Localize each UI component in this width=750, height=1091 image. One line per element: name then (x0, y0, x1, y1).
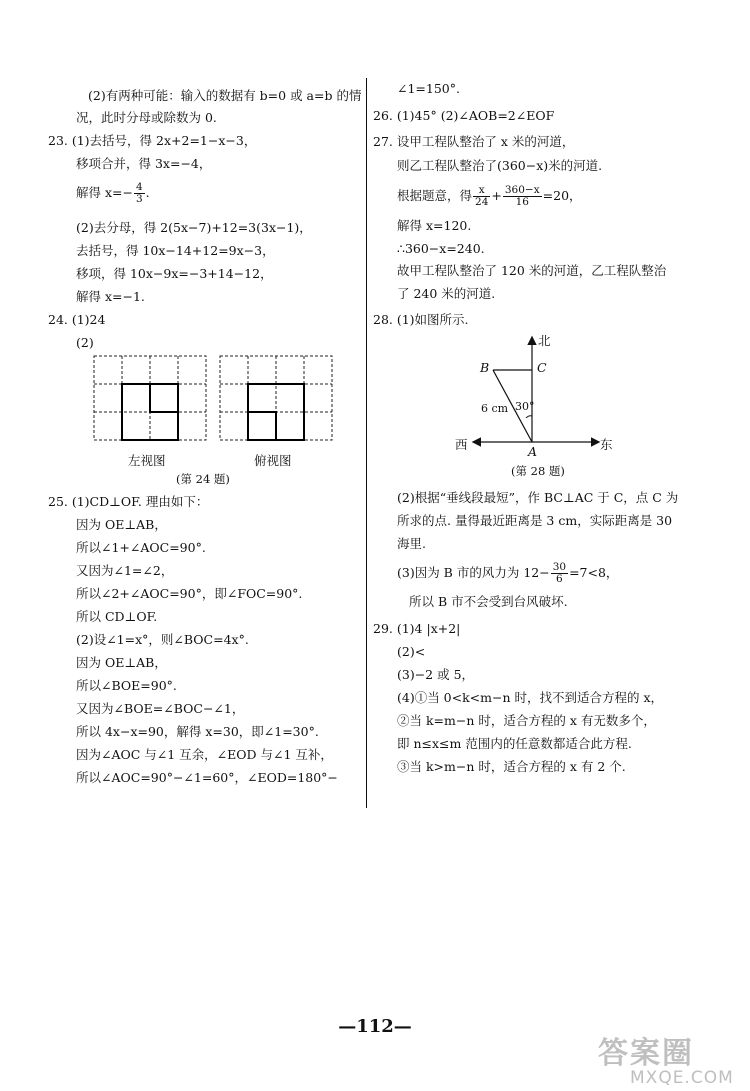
text-line: 况，此时分母或除数为 0. (76, 110, 217, 125)
text-line: ②当 k=m−n 时，适合方程的 x 有无数多个， (397, 713, 656, 728)
point-B-label: B (480, 360, 490, 375)
text-line: 所以∠AOC=90°−∠1=60°，∠EOD=180°− (76, 770, 338, 785)
text-line: 了 240 米的河道. (397, 286, 496, 301)
fraction (503, 185, 542, 208)
question-25: 25. (1)CD⊥OF. 理由如下： (48, 494, 209, 509)
east-label: 东 (600, 437, 613, 452)
column-divider (366, 78, 367, 808)
text-line: 海里. (397, 536, 426, 551)
left-view-label: 左视图 (128, 453, 166, 468)
text-span: . (145, 185, 150, 200)
text-line: 所以 4x−x=90，解得 x=30，即∠1=30°. (76, 724, 319, 739)
point-A-label: A (528, 444, 538, 459)
numerator: 4 (135, 181, 143, 193)
text-line: 去括号，得 10x−14+12=9x−3， (76, 243, 275, 258)
text-span: =20， (542, 188, 582, 203)
north-label: 北 (538, 333, 551, 348)
text-line: (2)有两种可能：输入的数据有 b=0 或 a=b 的情 (88, 88, 362, 103)
text-line: (2)根据“垂线段最短”，作 BC⊥AC 于 C，点 C 为 (397, 490, 679, 505)
text-line: 故甲工程队整治了 120 米的河道，乙工程队整治 (397, 263, 667, 278)
text-line: 因为∠AOC 与∠1 互余，∠EOD 与∠1 互补， (76, 747, 333, 762)
text-line (397, 185, 582, 208)
text-span: =7<8， (569, 565, 619, 580)
question-26: 26. (1)45° (2)∠AOB=2∠EOF (373, 108, 555, 123)
question-29: 29. (1)4 |x+2| (373, 621, 461, 636)
text-line: 即 n≤x≤m 范围内的任意数都适合此方程. (397, 736, 632, 751)
page-number: —112— (338, 1016, 412, 1037)
text-line: (2)< (397, 644, 426, 659)
length-label: 6 cm (481, 402, 509, 415)
watermark (598, 1028, 734, 1088)
figure-24-views (90, 352, 346, 448)
denominator: 24 (475, 196, 489, 208)
text-line: 所以 CD⊥OF. (76, 609, 158, 624)
watermark-title: 答案圈 (598, 1036, 694, 1071)
numerator: x (473, 185, 490, 197)
denominator: 3 (135, 193, 143, 205)
watermark-url: MXQE.COM (630, 1068, 734, 1088)
text-line: 所以∠1+∠AOC=90°. (76, 540, 206, 555)
fraction (473, 185, 490, 208)
figure-28-caption: (第 28 题) (511, 464, 565, 478)
text-line: (2)设∠1=x°，则∠BOC=4x°. (76, 632, 249, 647)
text-line: (3)−2 或 5， (397, 667, 475, 682)
west-label: 西 (455, 437, 468, 452)
text-line: 所求的点. 量得最近距离是 3 cm，实际距离是 30 (397, 513, 673, 528)
denominator: 6 (556, 573, 563, 585)
text-line: 则乙工程队整治了(360−x)米的河道. (397, 158, 603, 173)
figure-28-compass-diagram (450, 330, 620, 460)
text-span: + (491, 188, 502, 203)
text-line: 因为 OE⊥AB， (76, 655, 167, 670)
text-line: ∠1=150°. (397, 81, 460, 96)
text-line: 所以 B 市不会受到台风破坏. (409, 594, 568, 609)
text-line: 所以∠BOE=90°. (76, 678, 177, 693)
text-line: 所以∠2+∠AOC=90°，即∠FOC=90°. (76, 586, 303, 601)
text-line: 移项合并，得 3x=−4， (76, 156, 212, 171)
angle-label: 30° (515, 400, 535, 413)
text-span: 解得 x=− (76, 185, 133, 200)
text-line (76, 182, 150, 205)
question-24: 24. (1)24 (48, 312, 106, 327)
text-line: (2)去分母，得 2(5x−7)+12=3(3x−1)， (76, 220, 312, 235)
denominator: 16 (515, 196, 529, 208)
text-line: 因为 OE⊥AB， (76, 517, 167, 532)
numerator: 30 (552, 561, 567, 573)
text-line: 又因为∠1=∠2， (76, 563, 174, 578)
text-line: (4)①当 0<k<m−n 时，找不到适合方程的 x， (397, 690, 664, 705)
fraction (551, 562, 568, 585)
top-view-label: 俯视图 (254, 453, 292, 468)
text-line: 移项，得 10x−9x=−3+14−12， (76, 266, 273, 281)
angle-arc (526, 416, 532, 418)
question-27: 27. 设甲工程队整治了 x 米的河道， (373, 134, 575, 149)
figure-24-caption: (第 24 题) (176, 472, 230, 486)
text-line: ∴360−x=240. (397, 241, 485, 256)
numerator: 360−x (504, 184, 540, 196)
text-line: 解得 x=120. (397, 218, 472, 233)
text-span: 根据题意，得 (397, 188, 473, 203)
text-line: (2) (76, 335, 94, 350)
text-line: 又因为∠BOE=∠BOC−∠1， (76, 701, 245, 716)
text-span: (3)因为 B 市的风力为 12− (397, 565, 550, 580)
text-line: 解得 x=−1. (76, 289, 145, 304)
point-C-label: C (537, 360, 547, 375)
text-line (397, 562, 618, 585)
question-28: 28. (1)如图所示. (373, 312, 469, 327)
question-23: 23. (1)去括号，得 2x+2=1−x−3， (48, 133, 257, 148)
text-line: ③当 k>m−n 时，适合方程的 x 有 2 个. (397, 759, 626, 774)
fraction (134, 182, 145, 205)
